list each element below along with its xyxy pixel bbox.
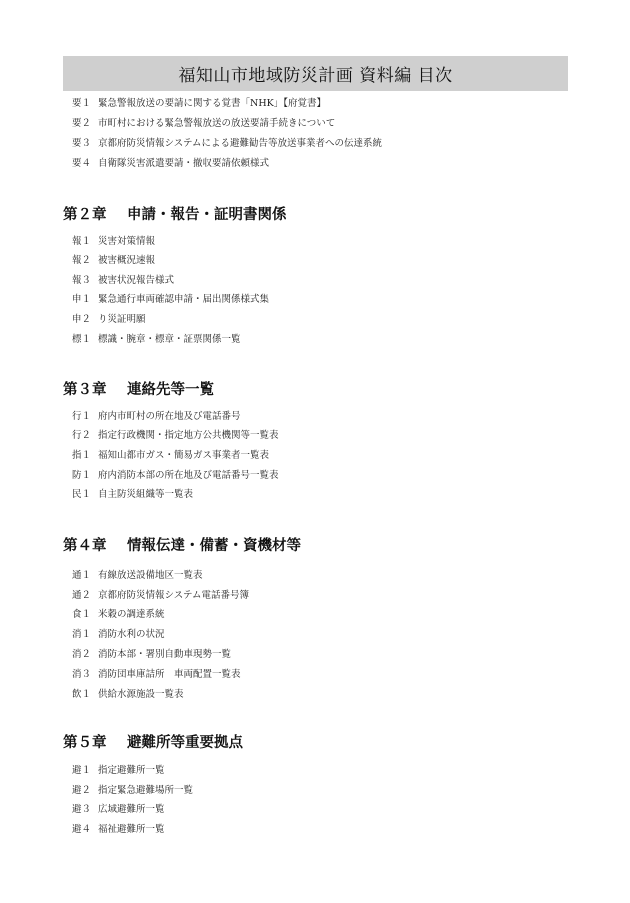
item-label: 市町村における緊急警報放送の放送要請手続きについて [98, 118, 336, 129]
item-label: 指定行政機関・指定地方公共機関等一覧表 [98, 430, 279, 441]
item-code: 申１ [72, 294, 92, 305]
chapter-heading [63, 205, 287, 225]
item-code: 消３ [72, 669, 92, 680]
item-code: 食１ [72, 609, 92, 620]
chapter-heading [63, 380, 214, 400]
item-label: 緊急警報放送の要請に関する覚書「NHK」【府覚書】 [98, 98, 326, 109]
list-item [72, 667, 241, 683]
item-code: 報３ [72, 275, 92, 286]
item-code: 要４ [72, 158, 92, 169]
item-label: 自主防災組織等一覧表 [98, 489, 194, 500]
item-code: 申２ [72, 314, 92, 325]
list-item [72, 468, 279, 484]
list-item [72, 156, 269, 172]
item-label: 消防水利の状況 [98, 629, 165, 640]
item-code: 行１ [72, 411, 92, 422]
list-item [72, 116, 335, 132]
list-item [72, 687, 184, 703]
list-item [72, 627, 165, 643]
item-label: 消防団車庫詰所 車両配置一覧表 [98, 669, 241, 680]
item-label: 福知山都市ガス・簡易ガス事業者一覧表 [98, 450, 270, 461]
list-item [72, 448, 269, 464]
list-item [72, 607, 165, 623]
item-code: 民１ [72, 489, 92, 500]
item-label: 災害対策情報 [98, 236, 156, 247]
chapter-title: 連絡先等一覧 [127, 382, 214, 398]
item-label: 府内市町村の所在地及び電話番号 [98, 411, 241, 422]
item-label: 有線放送設備地区一覧表 [98, 570, 203, 581]
item-label: 米穀の調達系統 [98, 609, 165, 620]
chapter-heading [63, 733, 243, 753]
item-label: 府内消防本部の所在地及び電話番号一覧表 [98, 470, 279, 481]
item-label: 緊急通行車両確認申請・届出関係様式集 [98, 294, 270, 305]
item-code: 消２ [72, 649, 92, 660]
item-code: 報２ [72, 255, 92, 266]
item-code: 要３ [72, 138, 92, 149]
list-item [72, 647, 231, 663]
item-label: 被害概況速報 [98, 255, 156, 266]
list-item [72, 763, 165, 779]
list-item [72, 292, 269, 308]
item-label: 供給水源施設一覧表 [98, 689, 184, 700]
item-code: 通１ [72, 570, 92, 581]
chapter-title: 避難所等重要拠点 [127, 735, 243, 751]
item-code: 報１ [72, 236, 92, 247]
list-item [72, 253, 155, 269]
item-code: 避２ [72, 785, 92, 796]
chapter-number: 第５章 [63, 735, 107, 751]
title-bar [63, 56, 568, 91]
list-item [72, 428, 279, 444]
list-item [72, 312, 146, 328]
item-label: 広域避難所一覧 [98, 804, 165, 815]
list-item [72, 273, 174, 289]
item-code: 避１ [72, 765, 92, 776]
list-item [72, 802, 165, 818]
item-code: 通２ [72, 590, 92, 601]
item-code: 指１ [72, 450, 92, 461]
list-item [72, 234, 155, 250]
item-label: 福祉避難所一覧 [98, 824, 165, 835]
list-item [72, 588, 249, 604]
item-code: 標１ [72, 334, 92, 345]
item-label: 消防本部・署別自動車現勢一覧 [98, 649, 232, 660]
list-item [72, 409, 241, 425]
item-code: 防１ [72, 470, 92, 481]
chapter-heading [63, 536, 301, 556]
item-code: 要２ [72, 118, 92, 129]
item-label: 被害状況報告様式 [98, 275, 175, 286]
chapter-title: 申請・報告・証明書関係 [127, 207, 287, 223]
list-item [72, 783, 193, 799]
list-item [72, 136, 382, 152]
item-code: 避４ [72, 824, 92, 835]
list-item [72, 96, 326, 112]
item-label: 標識・腕章・標章・証票関係一覧 [98, 334, 241, 345]
item-code: 消１ [72, 629, 92, 640]
item-label: り災証明願 [98, 314, 146, 325]
list-item [72, 822, 165, 838]
list-item [72, 568, 203, 584]
document-title: 福知山市地域防災計画 資料編 目次 [178, 66, 453, 86]
item-code: 行２ [72, 430, 92, 441]
item-label: 自衛隊災害派遣要請・撤収要請依頼様式 [98, 158, 270, 169]
item-code: 要１ [72, 98, 92, 109]
item-label: 指定緊急避難場所一覧 [98, 785, 194, 796]
item-code: 避３ [72, 804, 92, 815]
list-item [72, 487, 193, 503]
chapter-number: 第４章 [63, 538, 107, 554]
item-label: 京都府防災情報システムによる避難勧告等放送事業者への伝達系統 [98, 138, 383, 149]
item-label: 指定避難所一覧 [98, 765, 165, 776]
list-item [72, 332, 241, 348]
chapter-number: 第３章 [63, 382, 107, 398]
chapter-title: 情報伝達・備蓄・資機材等 [127, 538, 301, 554]
chapter-number: 第２章 [63, 207, 107, 223]
item-label: 京都府防災情報システム電話番号簿 [98, 590, 250, 601]
item-code: 飲１ [72, 689, 92, 700]
